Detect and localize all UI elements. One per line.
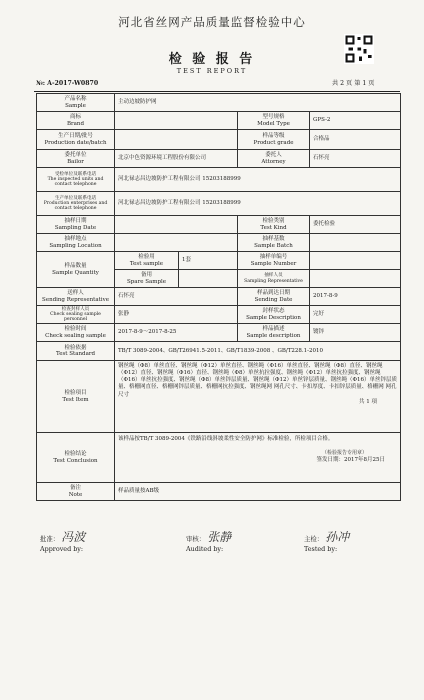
grade-label: 样品等级 Product grade <box>238 130 310 150</box>
test-item-value: 钢丝绳（Φ8）单丝直径、钢丝绳（Φ12）单丝直径、钢丝绳（Φ16）单丝直径、钢丝绳（Φ8）直径、钢丝绳（Φ12）直径、钢丝绳（Φ16）直径、钢丝绳（Φ8）单丝抗拉强度、钢丝绳（Φ12）单丝抗拉强度、钢丝绳（Φ16）单丝抗拉强度、钢丝绳（Φ8）单丝锌层质量、钢丝绳（Φ12）单丝锌层质量、钢丝绳（Φ16）单丝锌层质量、格栅网直径、格栅网锌层质量、格栅网抗拉强度、钢丝绳网 网孔尺寸、卡扣厚度、卡扣锌层质量、格栅网 网孔尺寸 共 1 项 <box>115 361 401 433</box>
org-name: 河北省丝网产品质量监督检验中心 <box>118 15 306 29</box>
row-sampling-location <box>37 234 401 252</box>
sampling-location-label: 抽样地点 Sampling Location <box>37 234 115 252</box>
approved-block: 批准： 冯波 Approved by: <box>40 530 86 553</box>
check-time-value: 2017-8-9～2017-8-25 <box>115 324 238 342</box>
test-item-label: 检验项目 Test Item <box>37 361 115 433</box>
row-conclusion <box>37 433 401 483</box>
row-inspected <box>37 168 401 192</box>
producer-value: 河北禄志昌边坡防护工程有限公司 15203188999 <box>115 192 401 216</box>
sample-batch-value <box>310 234 401 252</box>
test-sample-label: 检验用 Test sample <box>115 252 179 270</box>
row-quantity-1 <box>37 252 401 270</box>
sampler-value <box>310 270 401 288</box>
report-title-en: TEST REPORT <box>176 67 248 75</box>
sample-number-value <box>310 252 401 270</box>
grade-value: 合格品 <box>310 130 401 150</box>
brand-label: 商标 Brand <box>37 112 115 130</box>
sampling-date-value <box>115 216 238 234</box>
sample-value: 主动边坡防护网 <box>115 94 401 112</box>
sample-batch-label: 抽样基数 Sample Batch <box>238 234 310 252</box>
sample-label: 产品名称 Sample <box>37 94 115 112</box>
sending-date-label: 样品到达日期 Sending Date <box>238 288 310 306</box>
row-check-time <box>37 324 401 342</box>
row-note <box>37 483 401 501</box>
sampler-label: 抽样人员 Sampling Representative <box>238 270 310 288</box>
note-value: 样品质量按AB级 <box>115 483 401 501</box>
sampling-location-value <box>115 234 238 252</box>
row-sender <box>37 288 401 306</box>
row-brand <box>37 112 401 130</box>
audited-signature: 张静 <box>207 530 232 544</box>
model-label: 型号规格 Model Type <box>238 112 310 130</box>
test-kind-value: 委托检验 <box>310 216 401 234</box>
tested-block: 主检： 孙冲 Tested by: <box>304 530 350 553</box>
report-title: 检 验 报 告 <box>168 52 256 67</box>
row-production <box>37 130 401 150</box>
sending-date-value: 2017-8-9 <box>310 288 401 306</box>
tested-signature: 孙冲 <box>325 530 350 544</box>
standard-label: 检验依据 Test Standard <box>37 342 115 361</box>
inspected-value: 河北禄志昌边坡防护工程有限公司 15203188999 <box>115 168 401 192</box>
sample-description2-value: 镀锌 <box>310 324 401 342</box>
row-producer <box>37 192 401 216</box>
attorney-label: 委托人 Attorney <box>238 150 310 168</box>
check-time-label: 检验时间 Check sealing sample <box>37 324 115 342</box>
row-sampling-date <box>37 216 401 234</box>
row-seal-person <box>37 306 401 324</box>
row-standard <box>37 342 401 361</box>
sender-label: 送样人 Sending Representative <box>37 288 115 306</box>
sample-description-label: 封样状态 Sample Description <box>238 306 310 324</box>
production-label: 生产日期/批号 Production date/batch <box>37 130 115 150</box>
brand-value <box>115 112 238 130</box>
sampling-date-label: 抽样日期 Sampling Date <box>37 216 115 234</box>
approved-signature: 冯波 <box>61 530 86 544</box>
attorney-value: 石怀亮 <box>310 150 401 168</box>
spare-sample-label: 备用 Spare Sample <box>115 270 179 288</box>
row-sample <box>37 94 401 112</box>
audited-block: 审核： 张静 Audited by: <box>186 530 232 553</box>
sample-number-label: 抽样单编号 Sample Number <box>238 252 310 270</box>
test-sample-value: 1套 <box>179 252 238 270</box>
production-value <box>115 130 238 150</box>
bailor-value: 北京中色资源环境工程股份有限公司 <box>115 150 238 168</box>
seal-person-label: 检查封样人员 Check sealing sample personnel <box>37 306 115 324</box>
sender-value: 石怀亮 <box>115 288 238 306</box>
test-kind-label: 检验类别 Test Kind <box>238 216 310 234</box>
inspected-label: 受检单位及联系电话 The inspected units and contact telephone <box>37 168 115 192</box>
issue-date: 签发日期：2017年8月25日 <box>316 456 386 463</box>
report-table <box>36 93 401 501</box>
model-value: GPS-2 <box>310 112 401 130</box>
sample-description-value: 完好 <box>310 306 401 324</box>
page-info: 共 2 页 第 1 页 <box>332 80 375 87</box>
seal-person-value: 张静 <box>115 306 238 324</box>
standard-value: TB/T 3089-2004、GB/T26941.5-2011、GB/T1839-2008 、GB/T228.1-2010 <box>115 342 401 361</box>
note-label: 备注 Note <box>37 483 115 501</box>
report-number: №: A-2017-W0870 <box>36 80 99 87</box>
producer-label: 生产单位及联系电话 Production enterprises and contact telephone <box>37 192 115 216</box>
sample-description2-label: 样品描述 Sample description <box>238 324 310 342</box>
bailor-label: 委托单位 Bailor <box>37 150 115 168</box>
header-rule <box>34 91 400 92</box>
stamp-note: （检验报告专用章） <box>322 449 368 456</box>
quantity-label: 样品数量 Sample Quantity <box>37 252 115 288</box>
row-bailor <box>37 150 401 168</box>
spare-sample-value <box>179 270 238 288</box>
conclusion-value: 该样品按TB/T 3089-2004《铁路沿线斜坡柔性安全防护网》标准检验，所检项目合格。 （检验报告专用章） 签发日期：2017年8月25日 <box>115 433 401 483</box>
row-test-item <box>37 361 401 433</box>
conclusion-label: 检验结论 Test Conclusion <box>37 433 115 483</box>
